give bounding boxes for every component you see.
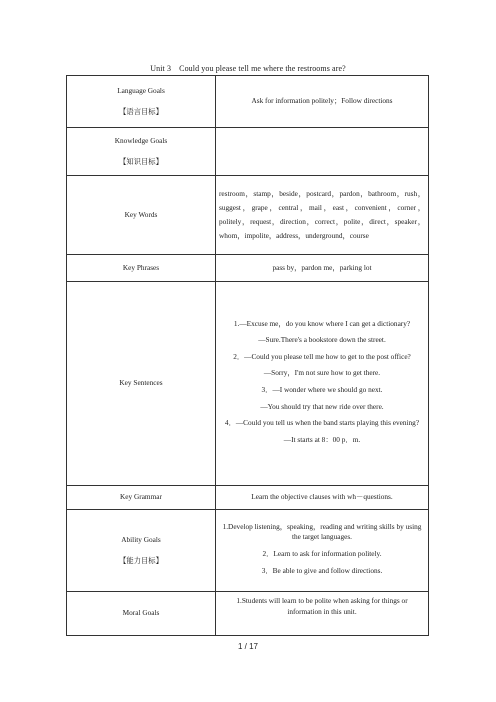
sentence-line: —It starts at 8：00 p．m. [283,434,361,444]
moral-line: 1.Students will learn to be polite when asking for things or information in this unit. [236,596,408,616]
table-row-key-words [67,176,429,255]
table-row-key-phrases [67,255,429,282]
ability-line: 2．Learn to ask for information politely. [262,549,382,558]
sentence-line: 2．—Could you please tell me how to get to the post office? [233,351,411,361]
table-row-ability-goals [67,510,429,592]
label-cn: 【语言目标】 [119,106,163,116]
sentence-line: 1.—Excuse me，do you know where I can get a dictionary? [233,318,411,328]
key-words-list: restroom，stamp，beside，postcard，pardon，bathroom，rush，suggest，grape，central，mail，east，convenient，corner，politely，request，direction，correct，polite，direct，speaker，whom，impolite，address，underground，course [219,189,425,240]
sentence-line: 4．—Could you tell us when the band starts playing this evening? [224,418,420,428]
row-label [67,510,216,592]
row-label [67,128,216,176]
row-content [216,176,429,255]
page-title: Unit 3 Could you please tell me where the restrooms are? [150,64,346,73]
row-content: Ask for information politely；Follow directions [216,76,429,128]
table-row-key-sentences [67,282,429,486]
page-number: 1 / 17 [237,642,258,651]
row-label [67,76,216,128]
row-label: Key Words [67,176,216,255]
row-content [216,592,429,636]
row-content-empty [216,128,429,176]
table-row-language-goals [67,76,429,128]
label-cn: 【能力目标】 [119,555,163,565]
label-cn: 【知识目标】 [119,156,163,166]
row-label: Key Sentences [67,282,216,486]
label-en: Ability Goals [121,534,161,544]
sentence-line: —You should try that new ride over there. [260,401,384,411]
label-en: Language Goals [117,85,165,95]
row-label: Key Grammar [67,486,216,510]
ability-line: 1.Develop listening，speaking，reading and writing skills by using the target languages. [222,521,422,542]
row-label: Key Phrases [67,255,216,282]
row-content [216,282,429,486]
sentence-line: 3．—I wonder where we should go next. [261,385,383,394]
sentence-line: —Sorry，I'm not sure how to get there. [263,368,381,378]
table-row-moral-goals [67,592,429,636]
row-content: Learn the objective clauses with wh－questions. [216,486,429,510]
ability-line: 3．Be able to give and follow directions. [261,565,383,575]
row-content [216,510,429,592]
goals-table [66,75,429,636]
row-label: Moral Goals [67,592,216,636]
table-row-knowledge-goals [67,128,429,176]
table-row-key-grammar [67,486,429,510]
sentence-line: —Sure.There's a bookstore down the street. [258,335,386,345]
row-content: pass by，pardon me，parking lot [216,255,429,282]
label-en: Knowledge Goals [114,135,168,145]
